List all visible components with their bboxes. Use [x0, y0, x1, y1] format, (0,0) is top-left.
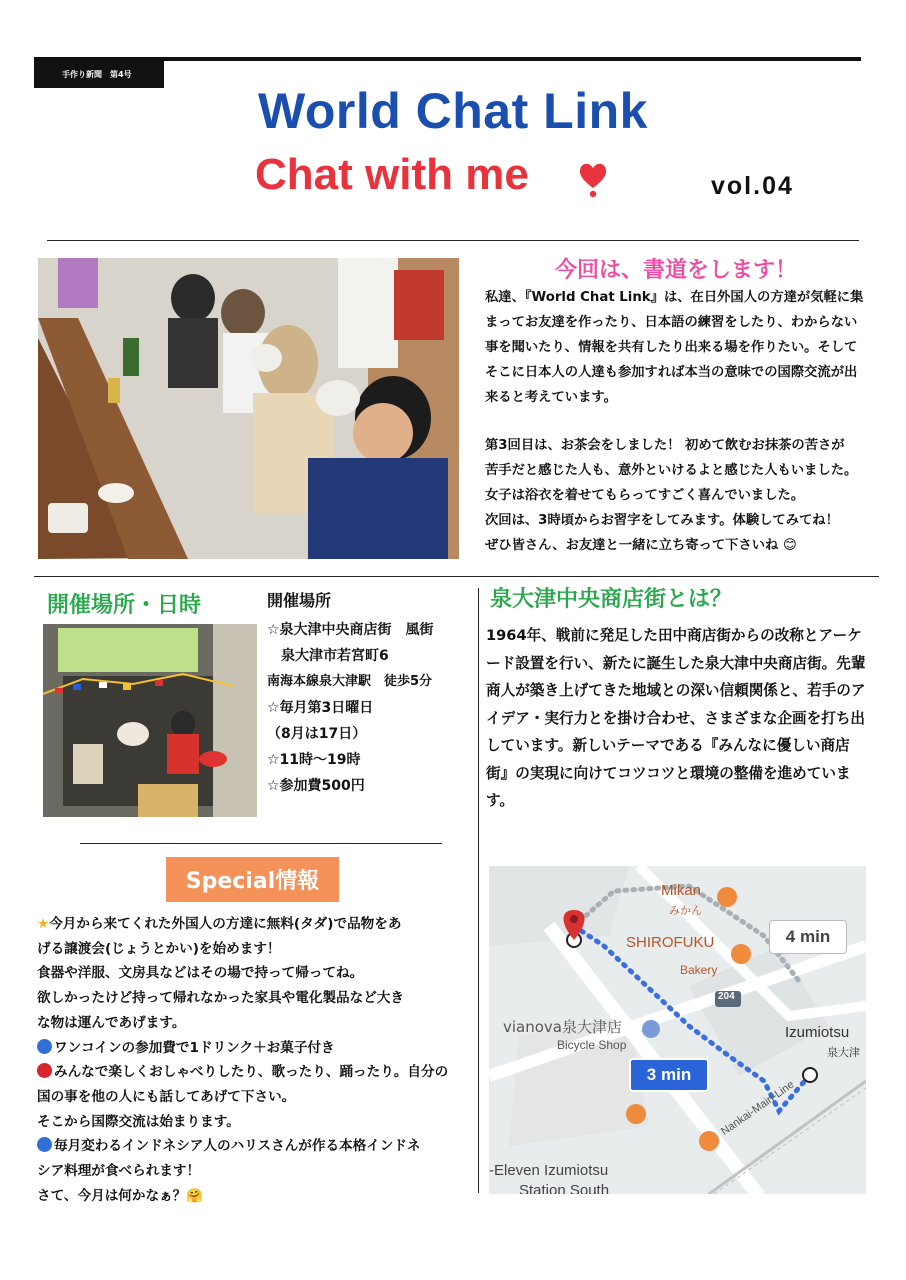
special-info-text: な物は運んであげます。 [37, 1014, 186, 1031]
special-info-line [37, 1060, 467, 1085]
blue-circle-icon [37, 1039, 52, 1054]
star-icon: ★ [37, 916, 50, 932]
special-info-line [37, 1011, 467, 1036]
special-info-line [37, 1159, 467, 1184]
special-info-line [37, 961, 467, 986]
intro-heading: 今回は、書道をします！ [554, 258, 797, 283]
venue-august-date: （8月は17日） [267, 726, 367, 742]
special-info-text: 毎月変わるインドネシア人のハリスさんが作る本格インドネ [54, 1138, 421, 1155]
venue-hours: ☆11時〜19時 [267, 752, 361, 768]
map-label-izumiotsu-jp: 泉大津 [827, 1046, 860, 1059]
venue-address: 泉大津市若宮町6 [267, 648, 389, 664]
special-info-line [37, 986, 467, 1011]
map-label-rail: Nankai-Main-Line [719, 1078, 797, 1138]
column-divider [478, 588, 479, 1193]
map-road-number: 204 [718, 991, 735, 1002]
map-label-eleven: -Eleven Izumiotsu [489, 1162, 609, 1179]
divider [34, 576, 879, 577]
report-line: 第3回目は、お茶会をしました！ 初めて飲むお抹茶の苦さが [485, 438, 845, 453]
special-info-text: 今月から来てくれた外国人の方達に無料(タダ)で品物をあ [49, 916, 402, 932]
shopping-street-title: 泉大津中央商店街とは？ [490, 587, 733, 612]
map-route-time-alt: 4 min [769, 920, 847, 954]
special-info-line [37, 1085, 467, 1110]
map-label-station-south: Station South [519, 1182, 610, 1194]
venue-schedule: ☆毎月第3日曜日 [267, 700, 374, 716]
shopping-street-text: 1964年、戦前に発足した田中商店街からの改称とアーケード設置を行い、新たに誕生した泉大津中央商店街。先輩商人が築き上げてきた地域との深い信頼関係と、若手のアイデア・実行力とを掛け合わせ、さまざまな企画を打ち出しています。新しいテーマである『みんなに優しい商店街』の実現に向けてコツコツと環境の整備を進めています。 [486, 627, 866, 809]
newsletter-title: World Chat Link [258, 83, 648, 139]
divider [47, 240, 859, 241]
map-label-mikan: Mikan [661, 882, 702, 899]
special-info-text: みんなで楽しくおしゃべりしたり、歌ったり、踊ったり。自分の [54, 1064, 449, 1081]
special-info-line [37, 912, 467, 937]
map-route-time-main: 3 min [629, 1058, 709, 1092]
newsletter-subtitle: Chat with me [255, 150, 529, 199]
report-line: ぜひ皆さん、お友達と一緒に立ち寄って下さいね 😊 [485, 538, 797, 553]
report-paragraph [485, 433, 870, 558]
heart-icon [578, 160, 608, 198]
map-label-vianova: vianova泉大津店 [503, 1018, 622, 1036]
map-label-mikan-jp: みかん [669, 904, 702, 917]
special-info-text: 国の事を他の人にも話してあげて下さい。 [37, 1088, 296, 1105]
map-label-izumiotsu: Izumiotsu [785, 1024, 850, 1041]
issue-tag: 手作り新聞 第4号 [34, 61, 164, 88]
special-info-list [37, 912, 467, 1208]
special-info-text: 欲しかったけど持って帰れなかった家具や電化製品など大き [37, 990, 405, 1007]
map-label-shirofuku: SHIROFUKU [626, 934, 715, 951]
special-title: Special情報 [166, 857, 339, 902]
report-line: 女子は浴衣を着せてもらってすごく喜んでいました。 [485, 488, 805, 503]
special-info-text: シア料理が食べられます！ [37, 1163, 201, 1180]
map-label-bakery: Bakery [680, 963, 718, 977]
divider [80, 843, 442, 844]
venue-fee: ☆参加費500円 [267, 778, 365, 794]
special-info-text: ワンコインの参加費で1ドリンク＋お菓子付き [54, 1039, 335, 1056]
special-info-line [37, 1134, 467, 1159]
report-line: 次回は、3時頃からお習字をしてみます。体験してみてね！ [485, 513, 839, 528]
volume-number: vol.04 [711, 172, 794, 200]
blue-circle-icon [37, 1137, 52, 1152]
special-info-text: さて、今月は何かなぁ？🤗 [37, 1187, 204, 1204]
special-info-text: 食器や洋服、文房具などはその場で持って帰ってね。 [37, 965, 364, 982]
venue-title: 開催場所・日時 [47, 593, 202, 618]
map-label-bicycle: Bicycle Shop [557, 1038, 627, 1052]
route-map [489, 866, 866, 1194]
venue-details [267, 617, 477, 799]
tea-ceremony-photo [38, 258, 459, 559]
special-info-line [37, 1184, 467, 1209]
venue-location: ☆泉大津中央商店街 風街 [267, 622, 434, 638]
special-info-line [37, 1110, 467, 1135]
special-info-text: げる譲渡会(じょうとかい)を始めます！ [37, 940, 281, 957]
venue-access: 南海本線泉大津駅 徒歩5分 [267, 674, 433, 689]
venue-heading: 開催場所 [267, 591, 332, 610]
special-info-line [37, 1036, 467, 1061]
shopping-street-photo [43, 624, 257, 817]
intro-paragraph: 私達、『World Chat Link』は、在日外国人の方達が気軽に集まってお友達を作ったり、日本語の練習をしたり、わからない事を聞いたり、情報を共有したり出来る場を作りたい。そしてそこに日本人の人達も参加すれば本当の意味での国際交流が出来ると考えています。 [485, 290, 864, 405]
report-line: 苦手だと感じた人も、意外といけるよと感じた人もいました。 [485, 463, 858, 478]
special-info-line [37, 937, 467, 962]
special-info-text: そこから国際交流は始まります。 [37, 1113, 240, 1130]
red-circle-icon [37, 1063, 52, 1078]
